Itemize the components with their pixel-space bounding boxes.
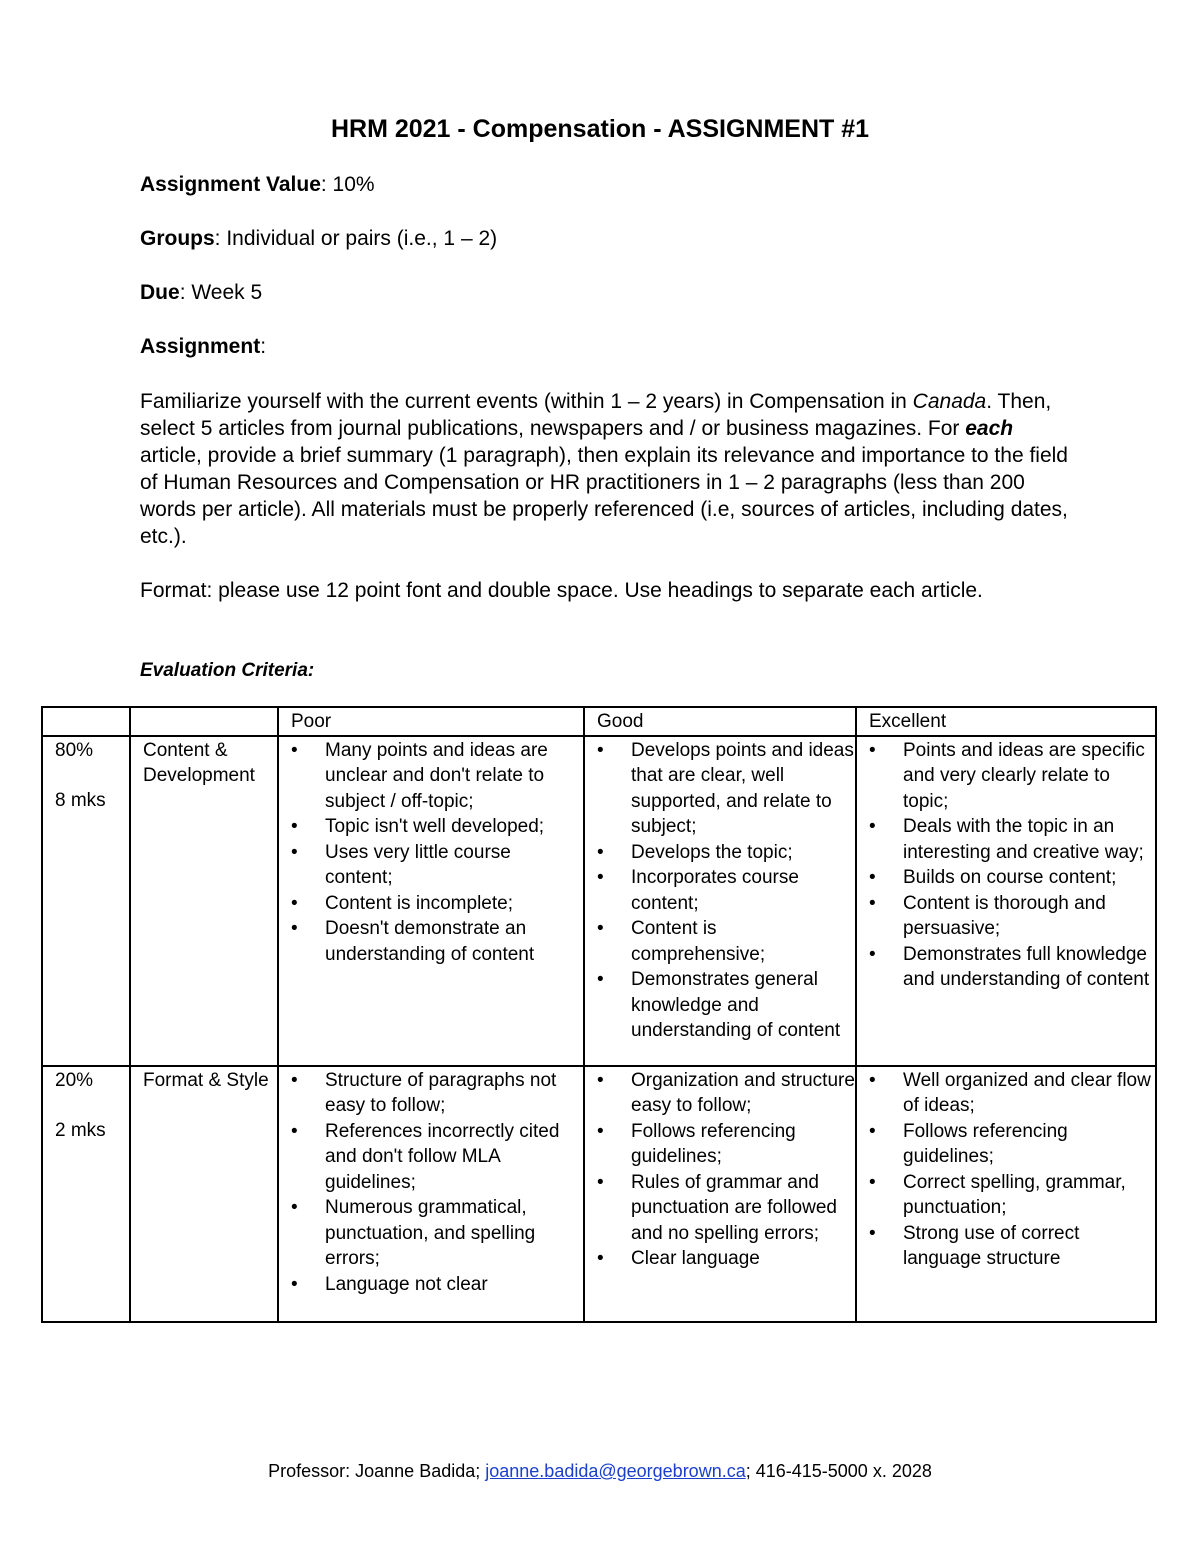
bullet-item: • Uses very little course content;: [291, 840, 583, 891]
bullet-item: • Deals with the topic in an interesting and creative way;: [869, 814, 1155, 865]
assignment-label: Assignment: [140, 335, 261, 358]
bullet-item: • Language not clear: [291, 1272, 583, 1298]
bullet-item: • Organization and structure easy to follow;: [597, 1068, 855, 1119]
bullet-item: • Content is thorough and persuasive;: [869, 891, 1155, 942]
good-cell: [584, 736, 856, 1066]
weight-percent: 20%: [55, 1069, 94, 1091]
bullet-item: • Well organized and clear flow of ideas;: [869, 1068, 1155, 1119]
weight-percent: 80%: [55, 739, 94, 761]
description-part2: . Then, select 5 articles from journal publications, newspapers and / or business magazines. For: [140, 390, 1052, 440]
groups-label: Groups: [140, 227, 215, 250]
description-canada: Canada: [912, 390, 987, 413]
rubric-row-format: [42, 1066, 1156, 1322]
bullet-item: • Doesn't demonstrate an understanding of content: [291, 916, 583, 967]
header-excellent: Excellent: [856, 707, 1156, 736]
description-each: each: [965, 417, 1014, 440]
bullet-item: • Follows referencing guidelines;: [597, 1119, 855, 1170]
bullet-item: • References incorrectly cited and don't follow MLA guidelines;: [291, 1119, 583, 1196]
bullet-item: • Demonstrates general knowledge and understanding of content: [597, 967, 855, 1044]
poor-cell: [278, 736, 584, 1066]
criterion-cell: Format & Style: [130, 1066, 278, 1322]
assignment-colon: :: [260, 335, 267, 358]
bullet-item: • Demonstrates full knowledge and understanding of content: [869, 942, 1155, 993]
weight-marks: 8 mks: [55, 790, 106, 811]
due-label: Due: [140, 281, 180, 304]
poor-cell: [278, 1066, 584, 1322]
assignment-description: [140, 388, 1070, 550]
assignment-value-label: Assignment Value: [140, 173, 321, 196]
bullet-item: • Rules of grammar and punctuation are followed and no spelling errors;: [597, 1170, 855, 1247]
bullet-item: • Content is comprehensive;: [597, 916, 855, 967]
bullet-item: • Topic isn't well developed;: [291, 814, 583, 840]
assignment-heading-line: [140, 333, 266, 361]
assignment-value-line: [140, 171, 375, 199]
groups-value: : Individual or pairs (i.e., 1 – 2): [214, 227, 498, 250]
groups-line: [140, 225, 497, 253]
bullet-item: • Strong use of correct language structure: [869, 1221, 1155, 1272]
bullet-item: • Many points and ideas are unclear and don't relate to subject / off-topic;: [291, 738, 583, 815]
description-part1: Familiarize yourself with the current events (within 1 – 2 years) in Compensation in: [140, 390, 913, 413]
due-line: [140, 279, 262, 307]
bullet-item: • Clear language: [597, 1246, 855, 1272]
rubric-header-row: [42, 707, 1156, 736]
bullet-item: • Structure of paragraphs not easy to follow;: [291, 1068, 583, 1119]
bullet-item: • Builds on course content;: [869, 865, 1155, 891]
bullet-item: • Points and ideas are specific and very clearly relate to topic;: [869, 738, 1155, 815]
criterion-cell: Content & Development: [130, 736, 278, 1066]
footer-email-link[interactable]: joanne.badida@georgebrown.ca: [485, 1461, 746, 1481]
weight-cell: [42, 1066, 130, 1322]
rubric-row-content: [42, 736, 1156, 1066]
header-poor: Poor: [278, 707, 584, 736]
bullet-item: • Develops the topic;: [597, 840, 855, 866]
excellent-cell: [856, 736, 1156, 1066]
header-good: Good: [584, 707, 856, 736]
due-value: : Week 5: [179, 281, 263, 304]
bullet-item: • Incorporates course content;: [597, 865, 855, 916]
footer-phone: ; 416-415-5000 x. 2028: [745, 1461, 932, 1481]
bullet-item: • Numerous grammatical, punctuation, and spelling errors;: [291, 1195, 583, 1272]
good-cell: [584, 1066, 856, 1322]
weight-cell: [42, 736, 130, 1066]
bullet-item: • Correct spelling, grammar, punctuation;: [869, 1170, 1155, 1221]
footer: [0, 1458, 1200, 1484]
format-instructions: Format: please use 12 point font and double space. Use headings to separate each article.: [140, 579, 983, 602]
bullet-item: • Develops points and ideas that are clear, well supported, and relate to subject;: [597, 738, 855, 840]
document-title: HRM 2021 - Compensation - ASSIGNMENT #1: [330, 115, 870, 143]
rubric-table: [41, 706, 1157, 1323]
bullet-item: • Content is incomplete;: [291, 891, 583, 917]
header-criterion: [130, 707, 278, 736]
description-part3: article, provide a brief summary (1 paragraph), then explain its relevance and importance to the field of Human Resources and Compensation or HR practitioners in 1 – 2 paragraphs (less than 200 words per article). All materials must be properly referenced (i.e, sources of articles, including dates, etc.).: [140, 444, 1068, 548]
assignment-value: : 10%: [320, 173, 375, 196]
evaluation-heading: Evaluation Criteria:: [140, 660, 315, 681]
weight-marks: 2 mks: [55, 1120, 106, 1141]
bullet-item: • Follows referencing guidelines;: [869, 1119, 1155, 1170]
header-weight: [42, 707, 130, 736]
excellent-cell: [856, 1066, 1156, 1322]
footer-professor: Professor: Joanne Badida;: [268, 1461, 486, 1481]
